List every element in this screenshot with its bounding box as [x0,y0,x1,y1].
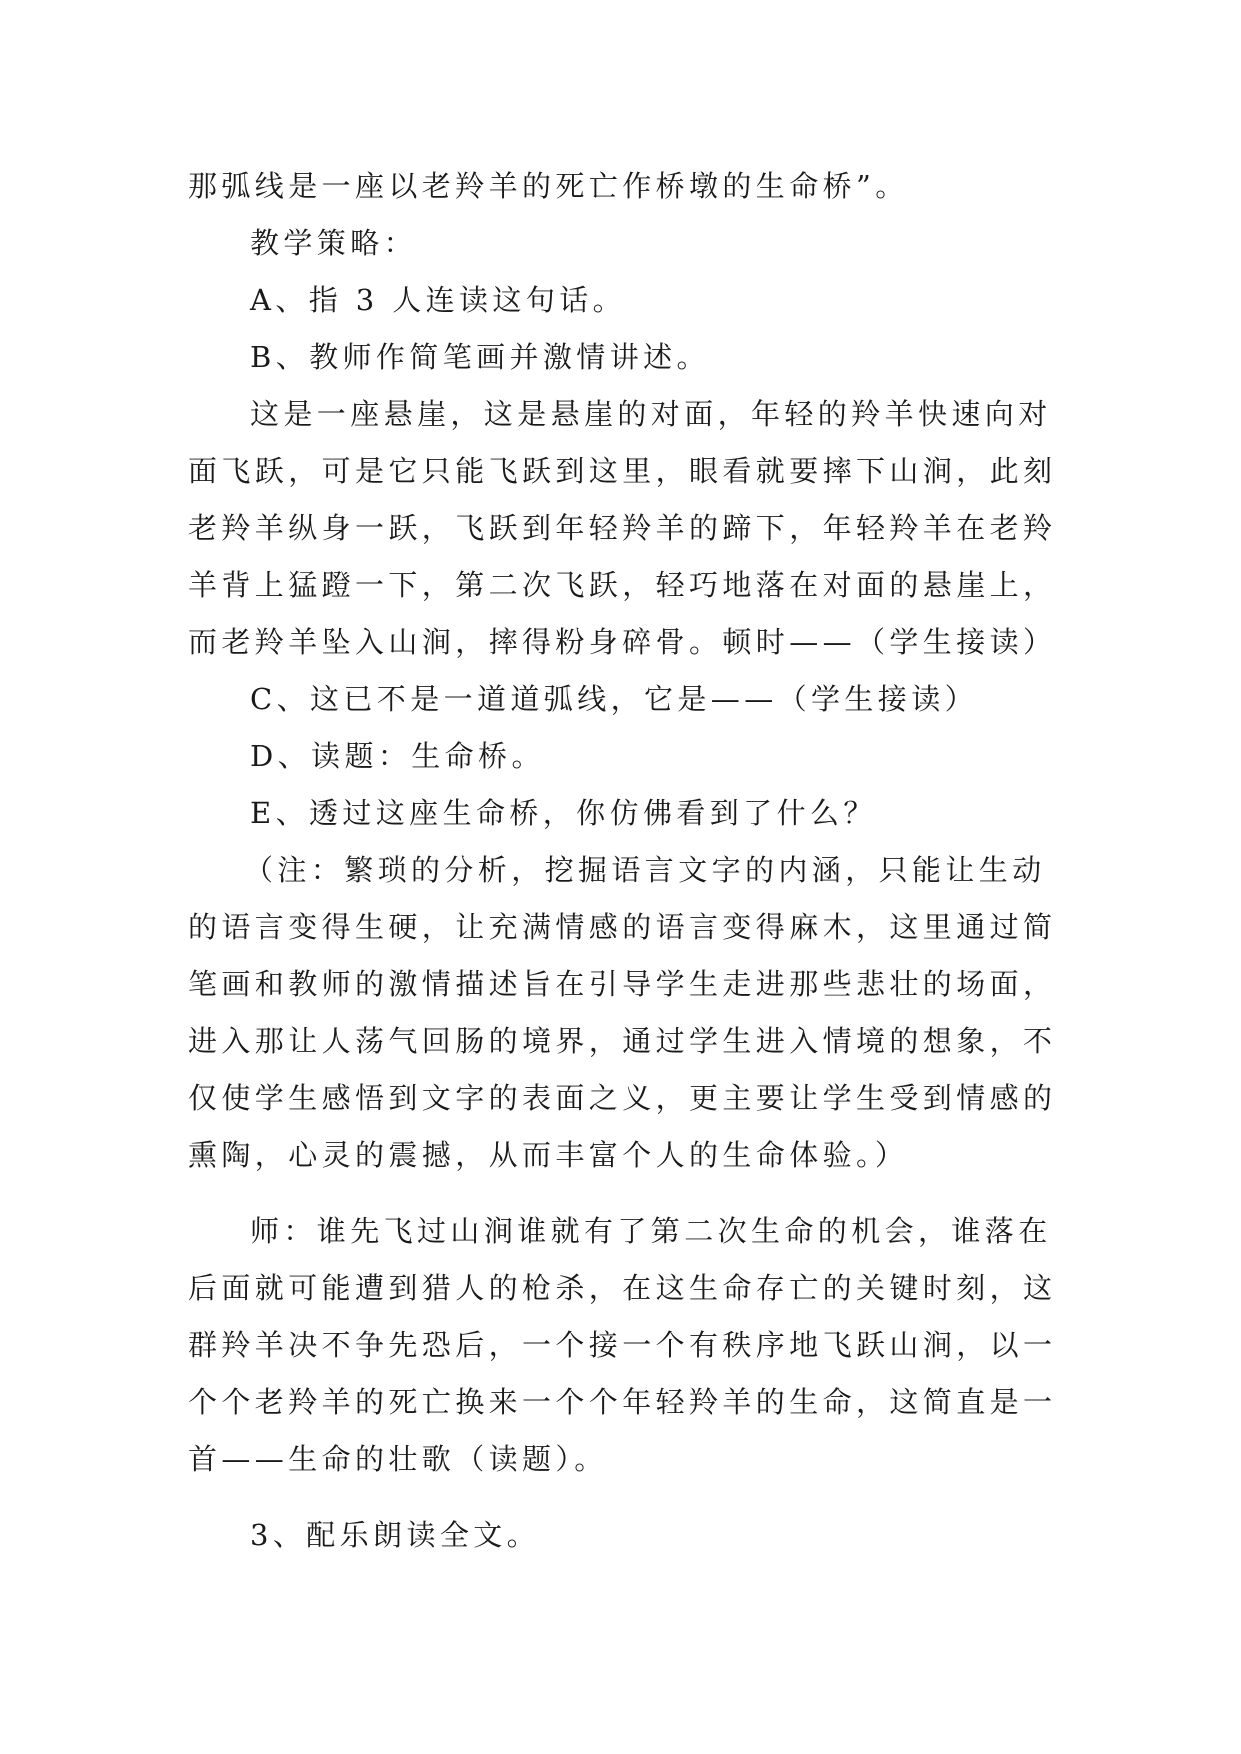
text-line: 老羚羊纵身一跃，飞跃到年轻羚羊的蹄下，年轻羚羊在老羚 [188,511,1057,545]
text-line: D、读题：生命桥。 [250,739,545,773]
text-line: 群羚羊决不争先恐后，一个接一个有秩序地飞跃山涧，以一 [188,1328,1057,1362]
text-line: C、这已不是一道道弧线，它是——（学生接读） [250,682,978,716]
text-line: （注：繁琐的分析，挖掘语言文字的内涵，只能让生动 [244,853,1046,887]
text-line: 这是一座悬崖，这是悬崖的对面，年轻的羚羊快速向对 [250,397,1052,431]
text-line: E、透过这座生命桥，你仿佛看到了什么？ [250,796,877,830]
text-line: A、指 3 人连读这句话。 [250,283,627,317]
text-line: 的语言变得生硬，让充满情感的语言变得麻木，这里通过简 [188,910,1057,944]
text-line: 教学策略： [250,226,418,260]
text-line: 师：谁先飞过山涧谁就有了第二次生命的机会，谁落在 [250,1214,1052,1248]
text-line: 首——生命的壮歌（读题）。 [188,1442,608,1476]
text-line: 面飞跃，可是它只能飞跃到这里，眼看就要摔下山涧，此刻 [188,454,1057,488]
text-line: 而老羚羊坠入山涧，摔得粉身碎骨。顿时——（学生接读） [188,625,1057,659]
text-line: B、教师作简笔画并激情讲述。 [250,340,710,374]
text-line: 仅使学生感悟到文字的表面之义，更主要让学生受到情感的 [188,1081,1057,1115]
text-line: 那弧线是一座以老羚羊的死亡作桥墩的生命桥”。 [188,169,909,203]
text-line: 个个老羚羊的死亡换来一个个年轻羚羊的生命，这简直是一 [188,1385,1057,1419]
text-line: 笔画和教师的激情描述旨在引导学生走进那些悲壮的场面， [188,967,1057,1001]
text-line: 后面就可能遭到猎人的枪杀，在这生命存亡的关键时刻，这 [188,1271,1057,1305]
text-line: 熏陶，心灵的震撼，从而丰富个人的生命体验。） [188,1138,909,1172]
text-line: 羊背上猛蹬一下，第二次飞跃，轻巧地落在对面的悬崖上， [188,568,1057,602]
text-line: 3、配乐朗读全文。 [250,1518,541,1552]
text-line: 进入那让人荡气回肠的境界，通过学生进入情境的想象，不 [188,1024,1057,1058]
